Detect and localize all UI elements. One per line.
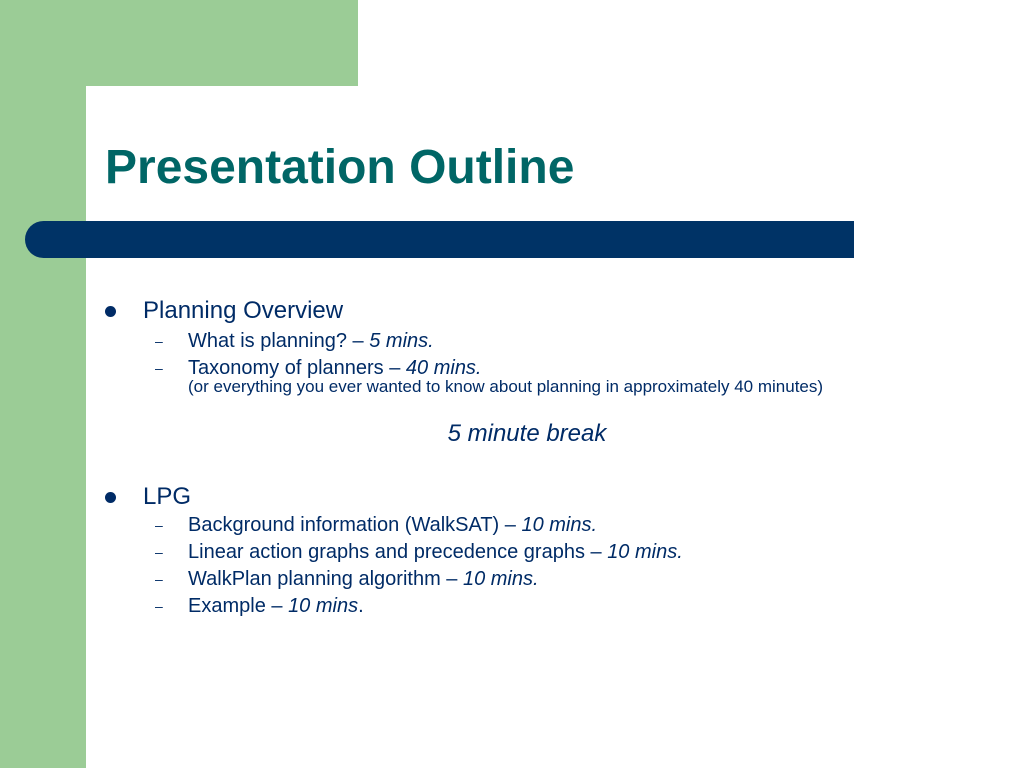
item-suffix: . — [358, 595, 364, 617]
item-text — [188, 513, 597, 537]
dash-bullet: – — [155, 333, 163, 349]
item-text — [188, 540, 683, 564]
dash-bullet: – — [155, 517, 163, 533]
item-label: What is planning? – — [188, 330, 370, 352]
item-text — [188, 594, 364, 618]
dash-bullet: – — [155, 598, 163, 614]
dash-bullet: – — [155, 544, 163, 560]
left-green-strip — [0, 0, 86, 768]
item-label: Linear action graphs and precedence graphs – — [188, 541, 608, 563]
item-label: WalkPlan planning algorithm – — [188, 568, 463, 590]
dash-bullet: – — [155, 360, 163, 376]
break-note: 5 minute break — [447, 420, 607, 447]
item-text — [188, 329, 434, 353]
slide-title: Presentation Outline — [105, 141, 575, 194]
item-time: 10 mins. — [607, 541, 683, 563]
item-label: Example – — [188, 595, 289, 617]
bullet-dot — [105, 492, 116, 503]
item-time: 10 mins. — [521, 514, 598, 536]
section-label: Planning Overview — [143, 297, 344, 324]
item-time: 5 mins. — [369, 330, 434, 352]
item-label: Background information (WalkSAT) – — [188, 514, 522, 536]
title-underline-bar — [25, 221, 854, 258]
dash-bullet: – — [155, 571, 163, 587]
item-note: (or everything you ever wanted to know about planning in approximately 40 minutes) — [188, 377, 824, 396]
bullet-dot — [105, 306, 116, 317]
item-label: Taxonomy of planners – — [188, 357, 406, 379]
section-label: LPG — [143, 483, 192, 510]
item-time: 10 mins — [288, 595, 359, 617]
item-time: 40 mins. — [405, 357, 482, 379]
top-green-block — [0, 0, 358, 86]
item-time: 10 mins. — [462, 568, 539, 590]
item-text — [188, 567, 539, 591]
